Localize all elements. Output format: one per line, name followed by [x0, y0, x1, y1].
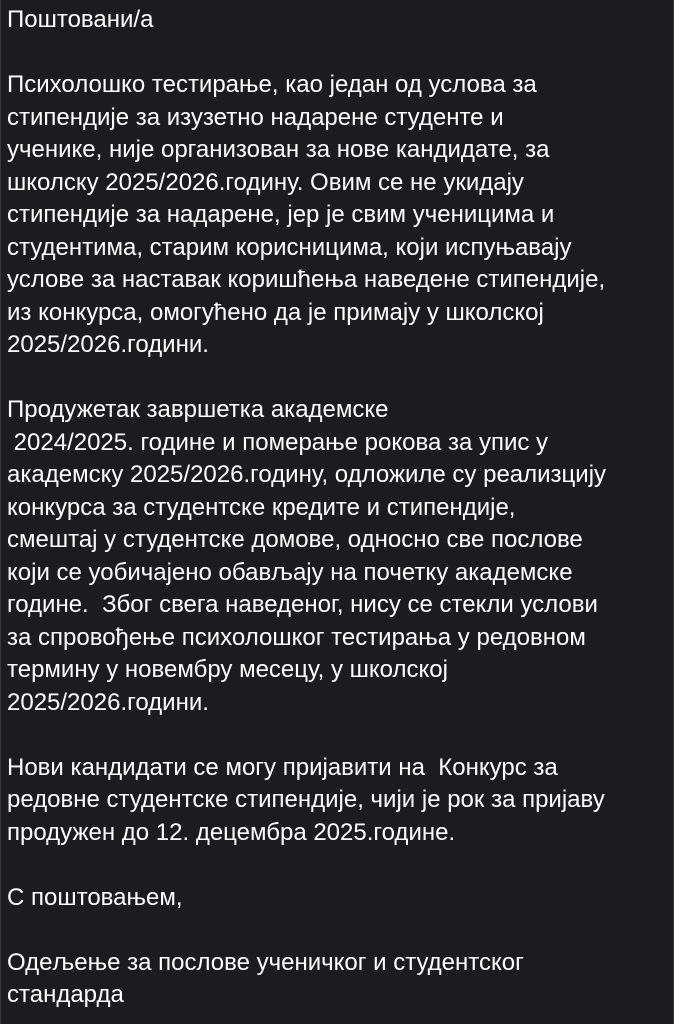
paragraph-spacer [7, 37, 667, 70]
paragraph-academic-year-extension: Продужетак завршетка академске 2024/2025. године и померање рокова за упис у академску 2025/2026.годину, одложиле су реализцију конкурса за студентске кредите и стипендије, смештај у студентске домове, односно све послове који се уобичајено обављају на почетку академске године. Због свега наведеног, нису се стекли услови за спровођење психолошког тестирања у редовном термину у новембру месецу, у школској 2025/2026.години. [7, 396, 607, 716]
paragraph-spacer [7, 362, 667, 395]
paragraph-spacer [7, 719, 667, 752]
paragraph-psychological-testing: Психолошко тестирање, као један од услова за стипендије за изузетно надарене студенте и ученике, није организован за нове кандидате, за школску 2025/2026.годину. Овим се не укидају стипендије за надарене, јер је свим ученицима и студентима, старим корисницима, који испуњавају услове за наставак коришћења наведене стипендије, из конкурса, омогућено да је примају у школској 2025/2026.години. [7, 71, 606, 358]
closing-text: С поштовањем, [7, 883, 183, 911]
signature-text: Одељење за послове ученичког и студентског стандарда [7, 948, 524, 1008]
paragraph-new-candidates: Нови кандидати се могу пријавити на Конкурс за редовне студентске стипендије, чији је рок за пријаву продужен до 12. децембра 2025.године. [7, 753, 605, 846]
greeting-text: Поштовани/а [7, 6, 154, 33]
paragraph-spacer [7, 849, 667, 882]
paragraph-spacer [7, 914, 667, 947]
